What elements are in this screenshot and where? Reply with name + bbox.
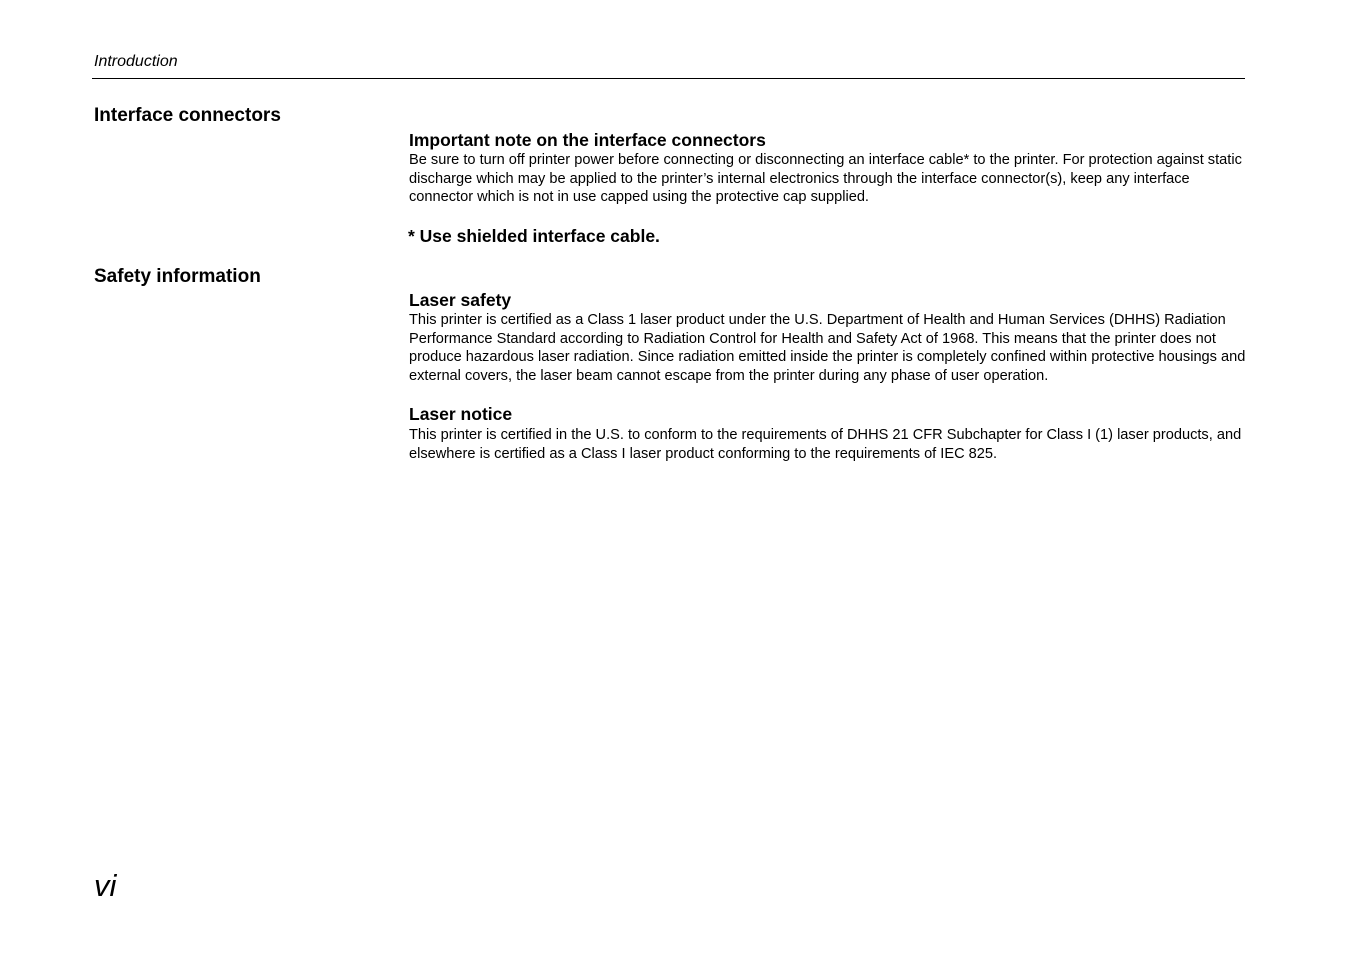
subheading-important-note: Important note on the interface connectors [409,130,766,150]
subheading-laser-notice: Laser notice [409,404,513,424]
laser-notice-body: This printer is certified in the U.S. to conform to the requirements of DHHS 21 CFR Subchapter for Class I (1) laser products, and elsewhere is certified as a Class I laser product conforming to the requirements of IEC 825. [409,427,1242,462]
page-number: vi [94,868,117,903]
important-note-body: Be sure to turn off printer power before connecting or disconnecting an interface cable* to the printer. For protection against static discharge which may be applied to the printer’s internal electronics through the interface connector(s), keep any interface connector which is not in use capped using the protective cap supplied. [409,152,1242,206]
header-divider [92,78,1245,79]
section-heading-interface-connectors: Interface connectors [94,105,281,126]
laser-safety-body: This printer is certified as a Class 1 laser product under the U.S. Department of Health and Human Services (DHHS) Radiation Performance Standard according to Radiation Control for Health and Safety Act of 1968. This means that the printer does not produce hazardous laser radiation. Since radiation emitted inside the printer is completely confined within protective housings and external covers, the laser beam cannot escape from the printer during any phase of user operation. [409,312,1246,384]
shielded-cable-note: * Use shielded interface cable. [408,226,660,246]
section-heading-safety-information: Safety information [94,266,261,287]
subheading-laser-safety: Laser safety [409,290,512,310]
running-header: Introduction [94,53,178,70]
